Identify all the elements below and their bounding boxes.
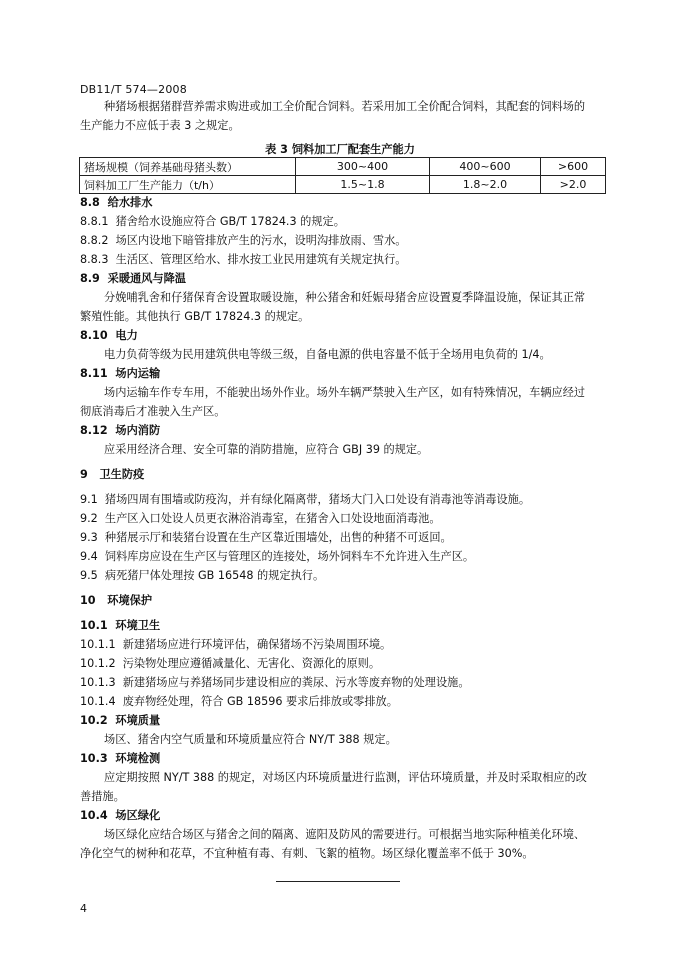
clause-number: 8.8.1 (80, 215, 109, 228)
section-heading-10-1 (80, 617, 160, 635)
table-cell: 饲料加工厂生产能力（t/h） (80, 176, 296, 194)
clause-number: 10.1.2 (80, 657, 116, 670)
paragraph-line: 应定期按照 NY/T 388 的规定，对场区内环境质量进行监测，评估环境质量，并及时采取相应的改 (104, 771, 587, 784)
paragraph-line: 彻底消毒后才准驶入生产区。 (80, 405, 226, 418)
clause-number: 10.1.1 (80, 638, 116, 651)
section-title: 环境保护 (107, 594, 153, 607)
document-id-header: DB11/T 574—2008 (80, 83, 187, 96)
capacity-table (79, 157, 606, 194)
clause-number: 9.3 (80, 531, 98, 544)
clause-8-8-2 (80, 232, 406, 250)
section-title: 场内运输 (115, 367, 161, 380)
clause-9-1 (80, 491, 530, 509)
table-cell: 猪场规模（饲养基础母猪头数） (80, 158, 296, 176)
clause-text: 猪舍给水设施应符合 GB/T 17824.3 的规定。 (115, 215, 345, 228)
paragraph-line: 电力负荷等级为民用建筑供电等级三级，自备电源的供电容量不低于全场用电负荷的 1/4。 (104, 348, 551, 361)
paragraph-line: 净化空气的树种和花草，不宜种植有毒、有刺、飞絮的植物。场区绿化覆盖率不低于 30%。 (80, 847, 534, 860)
clause-text: 猪场四周有围墙或防疫沟，并有绿化隔离带，猪场大门入口处设有消毒池等消毒设施。 (104, 493, 531, 506)
clause-10-1-1 (80, 636, 391, 654)
section-number: 9 (80, 468, 88, 481)
section-heading-9 (80, 466, 144, 484)
section-title: 环境卫生 (115, 619, 161, 632)
section-title: 环境检测 (115, 752, 161, 765)
clause-number: 9.2 (80, 512, 98, 525)
clause-text: 生产区入口处设人员更衣淋浴消毒室，在猪舍入口处设地面消毒池。 (104, 512, 441, 525)
end-rule-divider (276, 881, 400, 882)
section-heading-10-4 (80, 807, 160, 825)
paragraph-line: 善措施。 (80, 790, 125, 803)
clause-text: 新建猪场应与养猪场同步建设相应的粪尿、污水等废弃物的处理设施。 (122, 676, 470, 689)
paragraph-line: 分娩哺乳舍和仔猪保育舍设置取暖设施，种公猪舍和妊娠母猪舍应设置夏季降温设施，保证其正常 (104, 291, 586, 304)
clause-number: 10.1.3 (80, 676, 116, 689)
clause-9-5 (80, 567, 324, 585)
table-title: 表 3 饲料加工厂配套生产能力 (265, 143, 415, 156)
section-heading-8-11 (80, 365, 160, 383)
table-cell: >600 (541, 158, 606, 176)
clause-text: 污染物处理应遵循减量化、无害化、资源化的原则。 (122, 657, 381, 670)
paragraph-line: 场内运输车作专车用，不能驶出场外作业。场外车辆严禁驶入生产区，如有特殊情况，车辆应经过 (104, 386, 586, 399)
table-cell: 400~600 (430, 158, 541, 176)
clause-number: 8.8.3 (80, 253, 109, 266)
section-number: 8.8 (80, 196, 100, 209)
section-number: 10.2 (80, 714, 108, 727)
intro-line-1: 种猪场根据猪群营养需求购进或加工全价配合饲料。若采用加工全价配合饲料，其配套的饲料场的 (104, 100, 586, 113)
section-heading-10-3 (80, 750, 160, 768)
section-number: 10.4 (80, 809, 108, 822)
section-title: 采暖通风与降温 (107, 272, 186, 285)
clause-text: 生活区、管理区给水、排水按工业民用建筑有关规定执行。 (115, 253, 407, 266)
clause-10-1-3 (80, 674, 470, 692)
section-number: 8.12 (80, 424, 108, 437)
section-heading-8-9 (80, 270, 186, 288)
section-title: 场内消防 (115, 424, 161, 437)
intro-line-2: 生产能力不应低于表 3 之规定。 (80, 119, 240, 132)
section-number: 8.11 (80, 367, 108, 380)
section-title: 场区绿化 (115, 809, 161, 822)
clause-8-8-3 (80, 251, 406, 269)
section-title: 卫生防疫 (99, 468, 145, 481)
paragraph-line: 应采用经济合理、安全可靠的消防措施，应符合 GBJ 39 的规定。 (104, 443, 429, 456)
table-row (80, 158, 606, 176)
table-row (80, 176, 606, 194)
clause-text: 废弃物经处理，符合 GB 18596 要求后排放或零排放。 (122, 695, 398, 708)
section-number: 8.10 (80, 329, 108, 342)
clause-number: 10.1.4 (80, 695, 116, 708)
section-title: 电力 (115, 329, 138, 342)
section-heading-10 (80, 592, 152, 610)
paragraph-line: 场区、猪舍内空气质量和环境质量应符合 NY/T 388 规定。 (104, 733, 397, 746)
clause-8-8-1 (80, 213, 345, 231)
clause-text: 场区内设地下暗管排放产生的污水，设明沟排放雨、雪水。 (115, 234, 407, 247)
section-number: 8.9 (80, 272, 100, 285)
clause-number: 9.5 (80, 569, 98, 582)
table-cell: 1.5~1.8 (296, 176, 430, 194)
paragraph-line: 场区绿化应结合场区与猪舍之间的隔离、遮阳及防风的需要进行。可根据当地实际种植美化环境、 (104, 828, 586, 841)
section-title: 环境质量 (115, 714, 161, 727)
section-number: 10 (80, 594, 96, 607)
clause-10-1-4 (80, 693, 398, 711)
table-cell: 300~400 (296, 158, 430, 176)
section-heading-8-10 (80, 327, 138, 345)
section-heading-10-2 (80, 712, 160, 730)
section-number: 10.3 (80, 752, 108, 765)
clause-10-1-2 (80, 655, 380, 673)
table-cell: 1.8~2.0 (430, 176, 541, 194)
clause-text: 饲料库房应设在生产区与管理区的连接处，场外饲料车不允许进入生产区。 (104, 550, 475, 563)
clause-9-4 (80, 548, 474, 566)
section-title: 给水排水 (107, 196, 153, 209)
clause-number: 9.4 (80, 550, 98, 563)
clause-number: 9.1 (80, 493, 98, 506)
section-number: 10.1 (80, 619, 108, 632)
clause-9-3 (80, 529, 452, 547)
clause-text: 病死猪尸体处理按 GB 16548 的规定执行。 (104, 569, 325, 582)
section-heading-8-12 (80, 422, 160, 440)
paragraph-line: 繁殖性能。其他执行 GB/T 17824.3 的规定。 (80, 310, 310, 323)
table-cell: >2.0 (541, 176, 606, 194)
clause-text: 种猪展示厅和装猪台设置在生产区靠近围墙处，出售的种猪不可返回。 (104, 531, 452, 544)
page-number: 4 (80, 902, 87, 915)
section-heading-8-8 (80, 194, 152, 212)
clause-text: 新建猪场应进行环境评估，确保猪场不污染周围环境。 (122, 638, 392, 651)
clause-number: 8.8.2 (80, 234, 109, 247)
clause-9-2 (80, 510, 441, 528)
